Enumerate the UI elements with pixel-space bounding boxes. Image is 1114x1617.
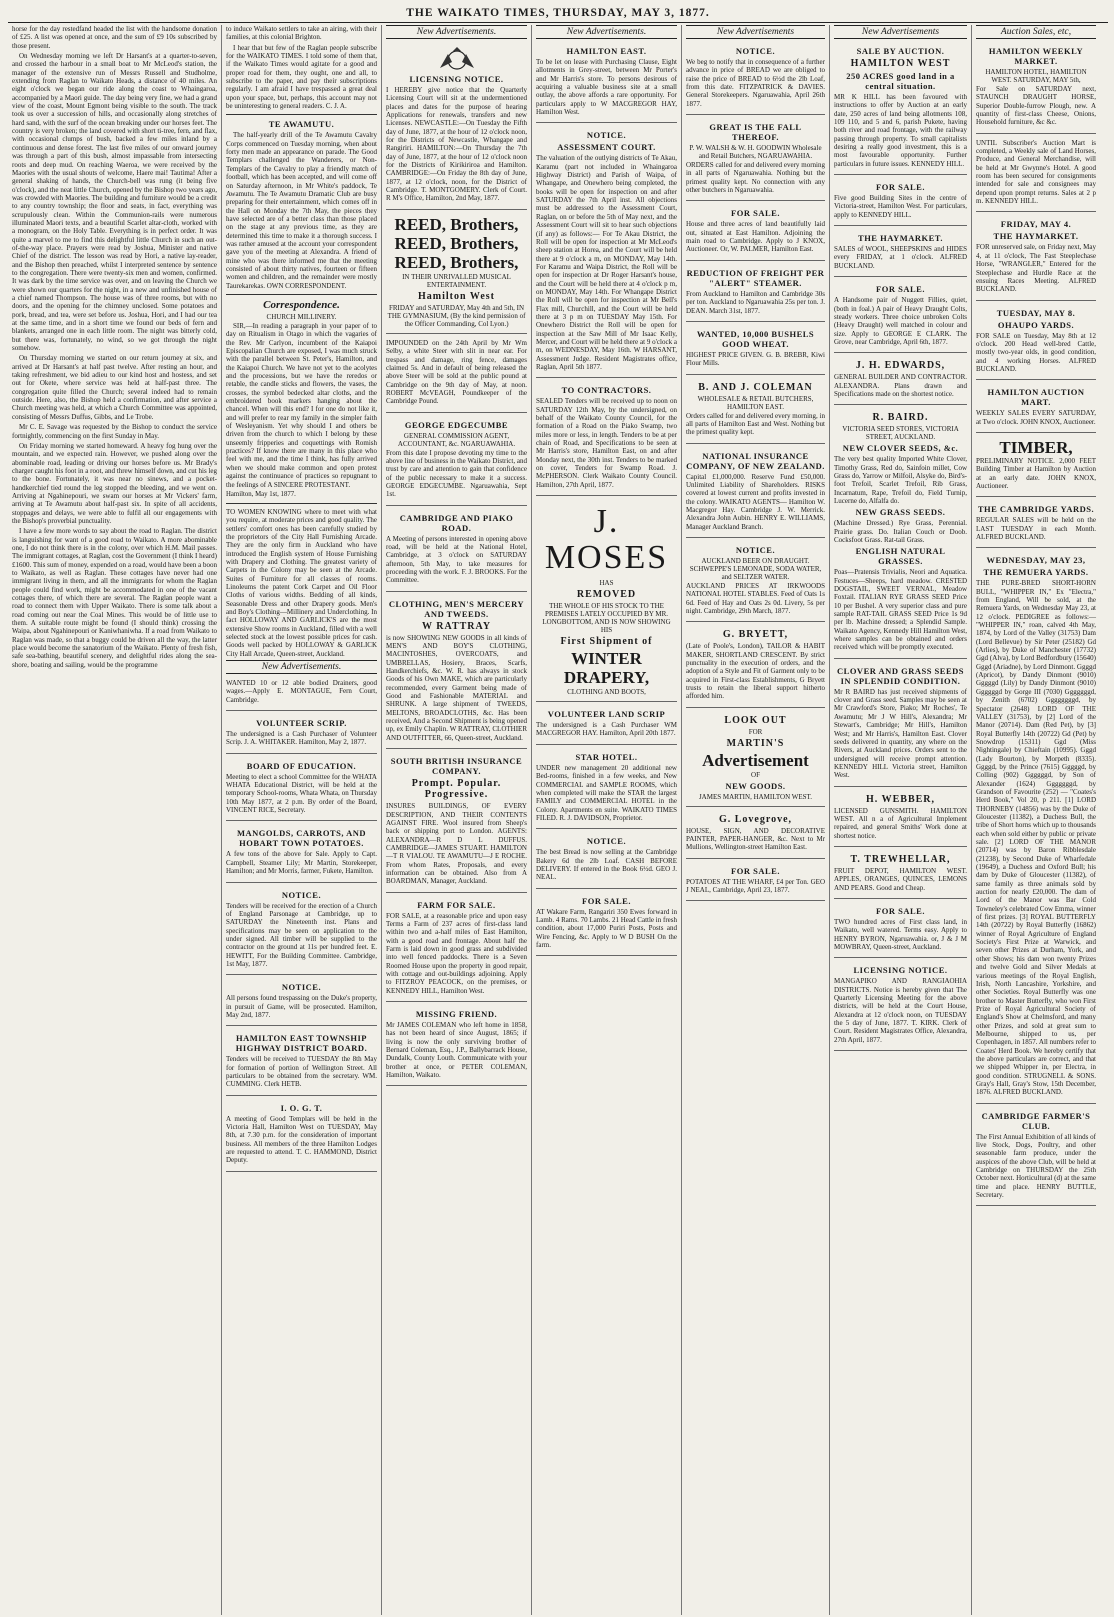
ad-heading: WINTER DRAPERY, [563, 649, 650, 688]
advertisement [536, 499, 677, 702]
advertisement [686, 264, 825, 322]
ad-text: POTATOES AT THE WHARF, £4 per Ton. GEO J NEAL, Cambridge, April 23, 1877. [686, 877, 825, 895]
article-paragraph: The half-yearly drill of the Te Awamutu Cavalry Corps commenced on Tuesday morning, when about forty men made an appearance on parade. The Good Templars challenged the Wanderers, or Non-Templars of the Cavalry to play a friendly match of football, which has been accepted, and will come off on Saturday afternoon, in Mr White's paddock, Te Awamutu. The Te Awamutu Dramatic Club are busy preparing for their entertainment, which comes off in the Hall on Monday the 7th May, the pieces they have selected are of a better class than those placed on the stage at any previous time, as they are determined this time to make it a thorough success. I was rather amused at the account your correspondent gave you of the meeting at Alexandra. A friend of mine who was there informed me that the meeting consisted of about thirty natives, fourteen or fifteen women and children, and the remainder were mostly Taurekarekas. OWN CORRESPONDENT. [226, 131, 377, 290]
ad-text: ORDERS called for and delivered every morning in all parts of Ngaruawahia. Nothing but the primest quality kept. No connection with any other butchers in Ngaruawahia. [686, 161, 825, 195]
section-heading: TE AWAMUTU. [268, 119, 335, 130]
section-heading: Correspondence. [263, 298, 340, 311]
ad-heading: LOOK OUT [724, 714, 787, 726]
advertisement [536, 705, 677, 745]
advertisement: TO WOMEN KNOWING where to meet with what you require, at moderate prices and good quality. The settlers' comfort ones has been carefully studied by the proprietors of the City Hall Furnishing Arcade. They are the only firm in Auckland who have introduced the English system of House Furnishing with Drapery and Clothing. The greatest variety of Carpets in the Colony may be seen at the Arcade. Suites of Furniture for all classes of rooms. Linoleums the patent Cork Carpet and Oil Floor Cloths of various widths. Bedding of all kinds, Seasonable Dress and other Drapery goods. Men's and Boy's Clothing—Millinery and Underclothing. In fact HOLLOWAY AND GARLICK'S are the most extensive Show rooms in Auckland, filled with a well selected stock at the lowest possible prices for cash. Goods well packed by HOLLOWAY & GARLICK City Hall Arcade, Queen-street, Auckland. [226, 507, 377, 658]
column-heading: Auction Sales, etc, [976, 25, 1096, 39]
ad-text: A Handsome pair of Nuggett Fillies, quiet, (both in foal.) A pair of Heavy Draught Colts, steady workers. Three choice unbroken Colts (Heavy Draught) well matched in colour and size. Apply to GEORGE E CLARK. The Grove, near Cambridge, April 6th, 1877. [834, 296, 967, 346]
column-3 [382, 25, 532, 1615]
ad-text: Tenders will be received to TUESDAY the 8th May for formation of portion of Wellington Street. All particulars to be obtained from the secretary. WM. CUMMING. Clerk HETB. [226, 1055, 377, 1089]
ad-text: (Machine Dressed.) Rye Grass, Perennial. Prairie grass. Do. Italian Couch or Doob. Cocksfoot Grass. Rat-tail Grass. [834, 519, 967, 544]
advertisement [834, 178, 967, 226]
ad-text: Meeting to elect a school Committee for the WHATA WHATA Educational District, will be held at the temporary School-rooms, Whata Whata, on Thursday 10th May 1877, at 2 p.m. By order of the Board, VINCENT RICE, Secretary. [226, 772, 377, 815]
ad-text: HIGHEST PRICE GIVEN. G. B. BREBR, Kiwi Flour Mills. [686, 350, 825, 368]
ad-heading: I. O. G. T. [280, 1102, 323, 1113]
ad-text: The First Annual Exhibition of all kinds of live Stock, Dogs, Poultry, and other seasonable farm produce, under the auspices of the above Club, will be held at Cambridge on THURSDAY the 25th October next. Horticultural (d) at the same time and place. HENRY BUTTLE, Secretary. [976, 1132, 1096, 1200]
advertisement [226, 757, 377, 822]
advertisement [686, 810, 825, 859]
ad-heading: TIMBER, [999, 437, 1073, 457]
ad-heading: FOR SALE. [876, 284, 925, 295]
ad-heading: R. BAIRD. [872, 412, 929, 424]
article-paragraph: On Friday morning we started homeward. A heavy fog hung over the mountain, and we expected rain. However, we pushed along over the abominable road, leading or driving our horses before us. Mr Brady's charger caught his foot in a root, and threw himself down, and cut his leg to the bone. Fortunately, it was near no sinews, and a pocket-handkerchief tied round the leg stopped the bleeding, and we went on. Arriving at Ngahinepouri, we swam our horses at Mr Vickers' farm, arriving at Te Awamutu about half-past six. In spite of all accidents, stoppages and delays, we were able to fulfil all our engagements with the Bishop's proverbial punctuality. [12, 441, 217, 525]
ad-heading: CAMBRIDGE AND PIAKO ROAD. [399, 512, 514, 533]
ad-heading: HAMILTON EAST. [566, 46, 647, 56]
advertisement [976, 436, 1096, 497]
ad-heading: VOLUNTEER SCRIP. [256, 718, 347, 729]
ad-text: Mr R BAIRD has just received shipments of clover and Grass seed. Samples may be seen at Mr Crawford's Store, Piako; Mr Roches', Te Awamutu; Mr J W Hill's, Alexandra; Mr Stewart's, Cambridge; Mr Hill's, Hamilton West; and Mr Harris's, Hamilton East. Clover seeds delivered in quantity, any where on the Rivers, at Auckland prices. Orders sent to the undersigned will receive prompt attention. KENNEDY HILL Victoria street, Hamilton West. [834, 687, 967, 780]
ad-heading: J. H. EDWARDS, [855, 360, 946, 372]
ad-heading: NOTICE. [586, 130, 627, 141]
ad-text: Five good Building Sites in the centre of Victoria-street, Hamilton West. For particulars, apply to KENNEDY HILL. [834, 194, 967, 219]
ad-heading: THE REMUERA YARDS. [983, 567, 1089, 578]
advertisement [386, 213, 527, 334]
ad-heading: CLOVER AND GRASS SEEDS IN SPLENDID CONDITION. [837, 665, 964, 686]
advertisement [686, 541, 825, 622]
ad-heading: G. BRYETT, [722, 629, 789, 641]
ad-subheading: 250 ACRES good land in a central situation. [846, 71, 955, 91]
column-heading: New Advertisements [834, 25, 967, 39]
section-heading: New Advertisements. [226, 660, 377, 674]
ad-heading: T. TREWHELLAR, [850, 853, 951, 865]
advertisement [834, 850, 967, 899]
ad-heading: GREAT IS THE FALL THEREOF. [709, 122, 802, 143]
ad-heading: SOUTH BRITISH INSURANCE COMPANY. [390, 756, 523, 777]
advertisement [976, 137, 1096, 213]
ad-heading: FOR SALE. [876, 182, 925, 193]
ad-heading: LICENSING NOTICE. [853, 965, 948, 976]
ad-text: I HEREBY give notice that the Quarterly Licensing Court will sit at the undermentioned places and dates for the purpose of hearing Applications for renewals, transfers and new Licenses. NEWCASTLE:—On Tuesday the Fifth day of June, 1877, at the hour of 12 o'clock noon, for the Districts of Newcastle, Whangape and Rangiriri. HAMILTON:—On Thursday the 7th day of June, 1877, at the hour of 12 o'clock noon for the Districts of Kirikiriroa and Hamilton. CAMBRIDGE:—On Friday the 8th day of June, 1877, at 12 o'clock, noon, for the District of Cambridge. T. MONTGOMERY. Clerk of Court. R M's Office, Hamilton, 2nd May, 1877. [386, 86, 527, 203]
ad-text: (Late of Poole's, London), TAILOR & HABIT MAKER, SHORTLAND CRESCENT. By strict punctuality in the execution of orders, and the adoption of a Style and Fit of Garment only to be acquired in First-class Establishments, G Bryett trusts to retain the liberal support hitherto afforded him. [686, 642, 825, 701]
ad-heading: TO CONTRACTORS. [561, 385, 652, 396]
advertisement [386, 896, 527, 1002]
advertisement [536, 832, 677, 888]
ad-text: FRUIT DEPOT, HAMILTON WEST. APPLES, ORANGES, QUINCES, LEMONS AND PEARS. Good and Cheap. [834, 866, 967, 892]
ad-heading: HAMILTON WEEKLY MARKET. [988, 46, 1084, 66]
column-5 [682, 25, 830, 1615]
column-heading: New Advertisements [686, 25, 825, 39]
advertisement [536, 126, 677, 378]
advertisement [976, 215, 1096, 300]
ad-text: FOR SALE, at a reasonable price and upon easy Terms a Farm of 237 acres of first-class land within two and a-half miles of East Hamilton, with a good road and frontage. About half the Farm is laid down in good grass and subdivided into well fenced paddocks. There is a Seven Roomed House upon the property in good repair, with cottage and out-buildings adjoining. Apply to FITZROY PEACOCK, on the premises, or KENNEDY HILL, Hamilton West. [386, 911, 527, 995]
ad-heading: REDUCTION OF FREIGHT PER "ALERT" STEAMER. [686, 267, 825, 288]
advertisement [226, 1029, 377, 1095]
ad-place: Hamilton West [418, 290, 495, 302]
ad-heading: REED, Brothers, [394, 233, 519, 253]
ad-text: The undersigned is a Cash Purchaser of Volunteer Scrip. J. A. WHITAKER. Hamilton, May 2, 1877. [226, 730, 377, 747]
advertisement [686, 204, 825, 260]
ad-heading: MARTIN'S [726, 737, 785, 749]
article-paragraph: horse for the day restedfand headed the list with the handsome donation of £25. A list was opened at once, and the sum of £9 10s subscribed by those present. [12, 25, 217, 50]
ad-text: AT Wakare Farm, Rangariri 350 Ewes forward in Lamb. 4 Rams. 70 Lambs. 21 Head Cattle in fresh condition, about 17,000 Puriri Posts, Posts and Wire Fencing, &c. Apply to W D BUSH On the farm. [536, 907, 677, 949]
ad-text: PRELIMINARY NOTICE. 2,000 FEET Building Timber at Hamilton by Auction at an early date. JOHN KNOX, Auctioneer. [976, 456, 1096, 490]
ad-heading: HAMILTON EAST TOWNSHIP HIGHWAY DISTRICT BOARD. [235, 1033, 368, 1054]
ad-text: Mr JAMES COLEMAN who left home in 1858, has not been heard of since August, 1865; if living is now the only surviving brother of Bernard Coleman, Esq., J.P., Ballybarrack House, Dundalk, County Louth. Communicate with your brother at once, or PETER COLEMAN, Hamilton, Waikato. [386, 1021, 527, 1080]
ad-heading: B. AND J. COLEMAN [698, 381, 813, 393]
ad-text: MR K HILL has been favoured with instructions to offer by Auction at an early date, 250 acres of land being allotments 108, 109 110, and 5 and 6, parish Pukete, having both river and road frontage, with the railway passing through property. To small capitalists desiring a really good investment, this is a most favourable opportunity. Further particulars in future issues. KENNEDY HILL. [834, 93, 967, 168]
ad-subheading: AUCKLAND BEER ON DRAUGHT. SCHWEPPE'S LEMONADE, SODA WATER, and SELTZER WATER. [689, 556, 822, 581]
column-4 [532, 25, 682, 1615]
ad-text: To be let on lease with Purchasing Clause, Eight allotments in Grey-street, between Mr Porter's and Mr Harris's store. To persons desirous of acquiring a valuable business site at a small outlay, the above affords a rare opportunity. For particulars apply to W MACGREGOR HAY, Hamilton West. [536, 58, 677, 117]
ad-heading: First Shipment of [560, 636, 653, 648]
advertisement [686, 325, 825, 375]
ad-text: GENERAL BUILDER AND CONTRACTOR. ALEXANDRA. Plans drawn and Specifications made on the shortest notice. [834, 373, 967, 398]
column-6 [830, 25, 972, 1615]
ad-text: House and three acres of land beautifully laid out, situated at East Hamilton. Adjoining the main road to Cambridge. Apply to J KNOX, Auctioneer. Or, W. PALMER, Hamilton East. [686, 220, 825, 254]
ad-heading: REED, Brothers, [394, 214, 519, 234]
advertisement [976, 1107, 1096, 1207]
ad-subheading: HAMILTON HOTEL, HAMILTON WEST. SATURDAY, MAY 5th, [985, 68, 1087, 84]
divider [226, 294, 377, 295]
ad-heading: THE CAMBRIDGE YARDS. [977, 504, 1095, 515]
letter-body: SIR,—In reading a paragraph in your paper of to day on Ritualism in Otago in which the vagaries of the Rev. Mr Carlyon, incumbent of the Kaiapoi Episcopalian Church are exposed, I was much struck with the parallel between St. Peter's, Hamilton, and the Kaiapoi Church. We have not yet to the acolytes and the processions, but we have the reredos or retable, the candle sticks and flowers, the vases, the crosses, the symbol bedecked altar cloths, and the embroidered book markers hanging about the chancel. When will this end? I for one do not like it, and will prefer to rear my family in the simpler faith of Wesleyanism. Yet why should I and others be driven from the church to which I belong by these unseemly fripperies and coquettings with Romish practices? If know there are many in this place who feel with me, and the time I think, has fully arrived when we should make common and open protest against the continuance of practices so repugnant to the feelings of A SINCERE PROTESTANT. [226, 321, 377, 489]
ad-text: FOR unreserved sale, on Friday next, May 4, at 11 o'clock, The Fast Steeplechase Horse, "WRANGLER," Entered for the Steeplechase and Hurdle Race at the ensuing Races Meeting. ALFRED BUCKLAND. [976, 243, 1096, 294]
advertisement [976, 551, 1096, 1103]
column-1 [8, 25, 222, 1615]
advertisement [686, 625, 825, 707]
advertisement [386, 595, 527, 749]
ad-heading: ENGLISH NATURAL GRASSES. [855, 546, 946, 567]
ad-heading: REED, Brothers, [394, 252, 519, 272]
ad-text: is now SHOWING NEW GOODS in all kinds of MEN'S AND BOY'S CLOTHING, MACINTOSHES, OVERCOATS, and UMBRELLAS, Hosiery, Braces, Scarfs, Handkerchiefs, &c. W. R. has always in stock Goods of his Own MAKE, which are particularly recommended, every Garment being made of Good and Fashionable MATERIAL and SHRUNK. A large shipment of TWEEDS, MELTONS, BROADCLOTHS, &c. Has been received, And a Second Shipment is being opened up, ex Emily Chaplin. W RATTRAY, CLOTHIER AND OUTFITTER, 66, Queen-street, Auckland. [386, 633, 527, 742]
ad-heading: NOTICE. [281, 889, 322, 900]
ad-heading: TUESDAY, MAY 8. [996, 307, 1076, 318]
ad-text: Capital £1,000,000. Reserve Fund £50,000. Unlimited Liability of Shareholders. RISKS covered at lowest current and profits invested in the colony. WAIKATO AGENTS— Hamilton W. Macgregor Hay. Cambridge J. W. Merrick. Alexandra John Aubin. HENRY E. WILLIAMS, Manager Auckland Branch. [686, 472, 825, 531]
advertisement [976, 42, 1096, 134]
ad-heading: CAMBRIDGE FARMER'S CLUB. [981, 1110, 1091, 1131]
ad-heading: HAMILTON WEST [850, 58, 951, 69]
ad-text: UNTIL Subscriber's Auction Mart is completed, a Weekly sale of Land Horses, Produce, and General Merchandise, will be held at Mr Gwynne's Hotel. A good room has been secured for consignments intended for sale and consignees may depend upon prompt returns. Sales at 2 p m. KENNEDY HILL. [976, 138, 1096, 206]
advertisement [686, 42, 825, 115]
ad-text: From Auckland to Hamilton and Cambridge 30s per ton. Auckland to Ngaruawahia 25s per ton. J. DEAN. March 31st, 1877. [686, 289, 825, 315]
ad-text: The best Bread is now selling at the Cambridge Bakery 6d the 2lb Loaf. CASH BEFORE DELIVERY. If entered in the Book 6½d. GEO J. NEAL. [536, 848, 677, 882]
ad-heading: FOR SALE. [876, 905, 925, 916]
article-paragraph: On Wednesday morning we left Dr Harsant's at a quarter-to-seven, and crossed the harbour in a small boat to Mr McLeod's station, the manager of the extensive run of Messrs Russell and Studholme, extending from Raglan to Waikato Heads, a distance of 40 miles. An eight o'clock we began our ride along the coast to Whaingaroa, accompanied by a Maori guide. The day being very fine, we had a grand view of the coast, Mount Egmont being visible to the south. The track took us over a succession of hills, and occasionally along stretches of hard sand, with the surf of the ocean breaking under our horses feet. The country is very broken; the land covered with short ti-tree, fern, and flax, with occasional clumps of bush, backed a few miles inland by a continuous and dense forest. The last five miles of our onward journey was through a part of this bush, almost impassable from intersecting roots and deep mud. On reaching Waeroa, we were received by the Maories with the usual shouts of welcome, Haere mai! Tautima! After a general shaking of hands, the Church-bell was rung (it being five o'clock), and the neat little Church, opened by the Bishop two years ago, was crowded with Maories. The building and furniture would be a credit to any country township; the floor and seats, in fact, everything was scrupulously clean. Within the Communion-rails were numerous illuminated Maori texts, and a beautiful Scarlet altar-cloth, worked with a monogram, on the Holy Table. Everything is in perfect order. It was quite a marvel to me to find this delightful little Church in such an out-of-the-way place. Prayers were read by Joshua, Minister and native Chief of the district. The lesson was read by Hori, a native lay-reader, and the Bishop then preached, whilst I interpreted sentence by sentence to the congregation. There were twenty-six men and women, confirmed. It was dark by the time service was over, and on leaving the Church we were shown our quarters for the night, in a new and unfinished house of a chief named Thompson. The house was of three rooms, but with no doors, and the opening for the chimney unclosed. Some potatoes and pork, bread, and tea, were set before us. Joshua, Hori, and I had our tea at the same time, and in a short time we found our beds of fern and blankets, arranged one in each little room. The night was bitterly cold, but there was, fortunately, no wind, so we got through the night somehow. [12, 52, 217, 353]
ad-text: MANGAPIKO AND RANGIAOHIA DISTRICTS. Notice is hereby given that The Quarterly Licensing Meeting for the above districts, will be held at the Court House, Alexandra at 12 o'clock noon, on TUESDAY the 5 day of June, 1877. T. KIRK. Clerk of Court. Resident Magistrates Office, Alexandra, 27th April, 1877. [834, 977, 967, 1044]
ad-heading: NOTICE. [281, 982, 322, 993]
advertisement [386, 509, 527, 592]
ad-heading: J. MOSES [544, 503, 669, 577]
ad-text: The undersigned is a Cash Purchaser WM MACGREGOR HAY. Hamilton, April 20th 1877. [536, 721, 677, 738]
advertisement [536, 748, 677, 829]
ad-heading: NOTICE. [735, 544, 776, 555]
advertisement [686, 447, 825, 538]
advertisement [226, 677, 377, 711]
advertisement [386, 42, 527, 210]
ad-heading: MANGOLDS, CARROTS, AND HOBART TOWN POTATOES. [236, 828, 367, 849]
ad-heading: CLOTHING, MEN'S MERCERY AND TWEEDS. [388, 598, 525, 619]
divider [226, 503, 377, 504]
ad-text: SALES of WOOL, SHEEPSKINS and HIDES every FRIDAY, at 1 o'clock. ALFRED BUCKLAND. [834, 245, 967, 270]
ad-text: For Sale on SATURDAY next, STAUNCH DRAUGHT HORSE, Superior Double-furrow Plough, new. A quantity of first-class Cheese, Onions, Household furniture, &c &c. [976, 85, 1096, 127]
ad-text: WANTED 10 or 12 able bodied Drainers, good wages.—Apply E. MONTAGUE, Fern Court, Cambridge. [226, 679, 377, 704]
advertisement [976, 304, 1096, 381]
ad-subheading: WHOLESALE & RETAIL BUTCHERS, HAMILTON EAST. [697, 394, 814, 411]
ad-text: SEALED Tenders will be received up to noon on SATURDAY 12th May, by the undersigned, on behalf of the Waikato County Council, for the formation of a Road on the Piako Swamp, two miles more or less, in length. Tenders to be at per chain of Road, and Specifications to be seen at Mr Harris's store, Hamilton East, on and after Monday next, the 30th inst. Tenders to be marked on cover, Tenders for Swamp Road. J. McPHERSON. Clerk Waikato County Council. Hamilton, 27th April, 1877. [536, 397, 677, 489]
advertisement [386, 1005, 527, 1086]
ad-heading: NEW GRASS SEEDS. [855, 507, 946, 518]
ad-heading: HAMILTON AUCTION MART. [987, 387, 1085, 408]
ad-heading: FOR SALE. [731, 865, 780, 876]
advertisement [834, 42, 967, 175]
ad-text: UNDER new management 20 additional new Bed-rooms, finished in a few weeks, and New COMMERCIAL and SAMPLE ROOMS, which when completed will make the STAR the largest FAMILY and COMMERCIAL HOTEL in the Colony. Apartments en suite. WAIKATO TIMES FILED. R. J. DAVIDSON, Proprietor. [536, 763, 677, 822]
ad-text: HOUSE, SIGN, AND DECORATIVE PAINTER, PAPER-HANGER, &c. Next to Mr Mullions, Wellington-street Hamilton East. [686, 826, 825, 852]
ad-text: FOR SALE on Tuesday, May 8th at 12 o'clock. 200 Head well-bred Cattle, mostly two-year olds, in good condition, and 4 working Horses. ALFRED BUCKLAND. [976, 331, 1096, 373]
advertisement [686, 378, 825, 444]
ad-heading: FOR SALE. [582, 895, 631, 906]
advertisement [386, 752, 527, 892]
ad-tagline: Prompt. Popular. Progressive. [411, 778, 502, 801]
ad-text: FOR [748, 727, 763, 736]
advertisement [226, 824, 377, 882]
ad-heading: BOARD OF EDUCATION. [246, 760, 357, 771]
article-paragraph: Mr C. E. Savage was requested by the Bishop to conduct the service fortnightly, commencing on the first Sunday in May. [12, 423, 217, 440]
royal-crest-icon [386, 46, 527, 72]
advertisement [386, 416, 527, 506]
ad-text: TWO hundred acres of First class land, in Waikato, well watered. Terms easy. Apply to HENRY BYRON, Ngaruawahia. or, J & J M MOWBRAY, Queen-street, Auckland. [834, 917, 967, 951]
dateline: Hamilton, May 1st, 1877. [226, 490, 296, 498]
advertisement [686, 118, 825, 201]
ad-text: A few tons of the above for Sale. Apply to Capt. Campbell, Steamer Lily; Mr Martin, Storekeeper, Hamilton; and Mr Morris, farmer, Fukete, Hamilton. [226, 850, 377, 876]
ad-heading: NATIONAL INSURANCE COMPANY, OF NEW ZEALAND. [686, 450, 825, 471]
ad-subheading: IN THEIR UNRIVALLED MUSICAL ENTERTAINMENT. [402, 272, 511, 289]
ad-heading: OHAUPO YARDS. [997, 319, 1075, 330]
ad-heading: NOTICE. [586, 836, 627, 847]
ad-subheading: P. W. WALSH & W. H. GOODWIN Wholesale and Retail Butchers, NGARUAWAHIA. [689, 144, 822, 161]
ad-text: LICENSED GUNSMITH. HAMILTON WEST. All n a of Agricultural Implement repaired, and general Smiths' Work done at shortest notice. [834, 806, 967, 840]
ad-text: OF [751, 770, 760, 779]
ad-text: The valuation of the outlying districts of Te Akau, Karamu (part not included in Whaingaroa Highway District) and Parish of Waipa, of Whangape, and Onewhero being completed, the books will be open for inspection on and after SATURDAY the 7th April inst. All objections must be addressed to the Assessment Court, Raglan, on or before the 5th of May next, and the Assessment Court will sit to hear such objections (if any) as follows:— For Te Akau District, the Roll will be open for inspection at Mr McLeod's sheep station at Horea, and the Court will be held there at 9 o'clock a m, on MONDAY, May 14th. For Karamu and Waipa District, the Roll will be open for inspection at Dr Roger Harsant's house, and the Court will be held there at 4 o'clock p m, on MONDAY, May 14th. For Whangape District the Roll will be open for inspection at Mr Bell's Flax mill, Churchill, and the Court will be held there at 3 p m on TUESDAY May 15th. For Onewhero District the Roll will be open for inspection at the Saw Mill of Mr Isaac Kelly, Mercer, and Court will be held there at 9 o'clock a m, on WEDNESDAY, May 16th. W HARSANT, Assessment Judge. Resident Magistrates office, Raglan, April 5th 1877. [536, 154, 677, 371]
ad-heading: FARM FOR SALE. [417, 899, 496, 910]
article-paragraph: to induce Waikato settlers to take an airing, with their families, at this colonial Brighton. [226, 25, 377, 42]
advertisement [686, 711, 825, 807]
advertisement [976, 383, 1096, 433]
article-paragraph: I have a few more words to say about the road to Raglan. The district is languishing for want of a good road to Waikato. A more abominable one, I do not think there is in the colony, over which H.M. Mail passes. The immigrant cottages, at Raglan, cost the Government (I think I heard) £1600. This sum of money, expended on a road, would have been a boon to Waikato, as well as Raglan. These cottages have never had one immigrant living in them, and all the immigrants for whom the Raglan people could find work, might be accommodated in one of the vacant cottages there, of which there are several. The Raglan people want a road to connect them with Upper Waikato. There is some talk about a road coming out near the Coal Mines. This would be of little use to them. A suitable route might be found (I should think) crossing the Waipa, about Ngahinepouri or Kaniwhaniwha. If a road from Waikato to Raglan was made, so that a buggy could be driven all the way, the latter place would become the sanatorium of the Waikato. Plenty of fresh fish, safe sea-bathing, beautiful scenery, and delightful rides along the sea-shore, boating and sailing, would be the programme [12, 527, 217, 669]
ad-subheading: VICTORIA SEED STORES, VICTORIA STREET, AUCKLAND. [842, 425, 959, 442]
ad-heading: NEW CLOVER SEEDS, &c. [842, 443, 959, 454]
ad-heading: VOLUNTEER LAND SCRIP [547, 709, 666, 720]
article-paragraph: On Thursday morning we started on our return journey at six, and arrived at Dr Harsant's at half past twelve. After resting an hour, and taking refreshment, we bid adieu to our kind host and hostess, and set out for Okete, where service was held at half-past three. The congregation quite filled the Church; several indeed had to remain outside. Here, also, the Bishop held a confirmation, and after service a Church meeting was held, at which a Church Committee was appointed, consisting of Messrs Duffus, Gibbs, and Le Trobe. [12, 354, 217, 421]
column-heading: New Advertisements. [536, 25, 677, 39]
advertisement [536, 381, 677, 496]
advertisement [834, 356, 967, 405]
advertisement [386, 337, 527, 413]
advertisement [834, 229, 967, 277]
article-paragraph: I hear that but few of the Raglan people subscribe for the WAIKATO TIMES. I told some of them that, if the Waikato Times would agitate for a good and proper road for them, they ought, one and all, to subscribe to the paper, and pay their subscriptions regularly. I am afraid I have trespassed a great deal upon your space, but, perhaps, this account may not be uninteresting to general readers. C. J. A. [226, 43, 377, 111]
advertisement [834, 790, 967, 847]
ad-text: From this date I propose devoting my time to the above line of business in the Waikato District, and trust by care and attention to gain that confidence of the public necessary to make it a success. GEORGE EDGECUMBE. Ngaruawahia, Sept 1st. [386, 448, 527, 499]
ad-heading: REMOVED [576, 589, 637, 601]
ad-heading: LICENSING NOTICE. [409, 74, 504, 84]
advertisement [226, 1099, 377, 1172]
ad-text: We beg to notify that in consequence of a further advance in price of BREAD we are obliged to raise the price of BREAD to 6½d the 2lb Loaf, from this date. FITZPATRICK & DAVIES. General Storekeepers. Ngaruawahia, April 26th 1877. [686, 58, 825, 108]
divider [226, 114, 377, 115]
advertisement [226, 886, 377, 976]
advertisement [536, 892, 677, 957]
masthead: THE WAIKATO TIMES, THURSDAY, MAY 3, 1877. [8, 4, 1108, 23]
column-heading: New Advertisements. [386, 25, 527, 39]
ad-heading: THE HAYMARKET. [993, 231, 1079, 242]
columns [8, 25, 1108, 1615]
ad-text: CLOTHING AND BOOTS, [567, 688, 646, 697]
ad-text: A Meeting of persons interested in opening above road, will be held at the National Hotel, Cambridge, at 3 o'clock on SATURDAY afternoon, 5th May, to take measures for proceeding with the work. F. J. BROOKS. For the Committee. [386, 534, 527, 585]
ad-heading: MISSING FRIEND. [415, 1009, 498, 1020]
ad-subheading: ASSESSMENT COURT. [557, 142, 656, 153]
ad-heading: GEORGE EDGECUMBE [404, 419, 509, 430]
ad-heading: THE HAYMARKET. [858, 233, 943, 244]
ad-heading: NOTICE. [735, 46, 776, 56]
ad-text: IMPOUNDED on the 24th April by Mr Wm Selby, a white Steer with slit in near ear. For trespass and damage, ring fence, damages claimed 5s. And in default of being released the above Steer will be sold at the public pound at Cambridge on the 9th day of May, at noon. ROBERT McVEAGH, Poundkeeper of the Cambridge Pound. [386, 338, 527, 406]
ad-heading: Advertisement [702, 750, 809, 770]
subheading: CHURCH MILLINERY. [266, 312, 337, 321]
ad-text: THE PURE-BRED SHORT-HORN BULL, "WHIPPER IN," Ex "Electra," from England, Will be sold, at the Remuera Yards, on Wednesday May 23, at 12 o'clock. PEDIGREE as follows:— "WHIPPER IN," roan, calved 4th May, 1874, by Lord of the Valley (31753) Dam (Lord Bellevue) by Sir Peter (25182) Gd (Arlies), by Duke of Manchester (17732) Ggd (Alva), by Lord Bedfordbury (15640) Gggd (Ariadne), by Lord Dinmont. Ggggd (Apricot), by Dandy Dinmont (9010) Gggggd (Lily) by Dandy Dinmont (9010) Ggggggd by Gorge III (7030) Gggggggd, by Zenith (6702) Ggggggggd, by Spectator (2648) LORD OF THE VALLEY (31753), by [2] Lord of the Manor (20714). Dam (Red Pet), by [3] Royal Butterfly 14th (20722) Gd (Pet) by Snowdrop (15311) Ggd (Miss Nightingale) by Chieftain (10995). Gggd (Lady Bourton), by Morpeth (8335). Ggggd, by the Prince (7615) Gggggd, by Colling (902) Ggggggd, by Son of Alexander (1624) Gggggggd, by Grandson of Favourite (252) — "Coates's Herd Book," Vol 20, p 211. [1] LORD THORNEBY (14856) was by the Duke of Gloucester (11382), a Duchess Bull, the tribe of Short horns which up to thousands each when sold either by public or private sale. [2] LORD OF THE MANOR (20714) was by Baron Ribblesdale (21238), by Second Duke of Wharfedale (19649), a Duchess and Oxford Bull; his dam by Duke of Gloucester (11382), of same family as three animals sold by auction for nearly £20,000. The dam of Lord of the Manor was Bar Cold Towneley's celebrated Cow Emma, winner of first prizes. [3] ROYAL BUTTERFLY 14th (20722) by Royal Butterfly (16862) winner of Royal Agriculture of England Society's First Prize at Warwick, and seven other Prizes at Durham, York, and other Shows; his dam won twenty Prizes and twelve Gold and Silver Medals at various meetings of the Royal English, Irish, North Lancashire, Yorkshire, and other Societies. Royal Butterfly was one brother to Master Butterfly, who won First Prize of Royal Agricultural Society of England's Show at Chelmsford, and many other Prizes, and sold at great sum to Melbourne, shipped to us, per Copenhagen, in 1857. All numbers refer to Coates' Herd Book. We hereby certify that the above particulars are correct, and that we shipped Whipper in, per Electra, in good condition. STRUGNELL & SONS. Gray's Hall, Gray's Stow, 15th December, 1876. ALFRED BUCKLAND. [976, 579, 1096, 1097]
column-2 [222, 25, 382, 1615]
ad-text: Poas—Pratensis Trivialis, Neori and Aquatica. Festuces—Sheeps, hard meadow. CRESTED DOGSTAIL, SWEET VERNAL, Meadow Foxtail. ITALIAN RYE GRASS SEED Price 10 per Bushel. A very superior class and pure sample RAT-TAIL GRASS SEED Price 1s 9d per lb. Machine dressed; a Splendid Sample. Waikato Agency, Kennedy Hill Hamilton West, where samples can be obtained and orders received which will be promptly executed. [834, 568, 967, 652]
ad-text: Tenders will be received for the erection of a Church of England Parsonage at Cambridge, up to SATURDAY the Nineteenth inst. Plans and specifications may be seen on application to the under signed. All timber will be supplied to the contractor on the ground at 11s per hundred feet. E. HEWITT, For the Building Committee. Cambridge, 1st May, 1877. [226, 901, 377, 968]
ad-heading: G. Lovegrove, [718, 813, 793, 825]
ad-text: REGULAR SALES will be held on the LAST TUESDAY in each Month. ALFRED BUCKLAND. [976, 516, 1096, 541]
ad-text: AUCKLAND PRICES AT IRKWOODS NATIONAL HOTEL STABLES. Feed of Oats 1s 6d. Feed of Hay and Oats 2s 0d. Livery, 5s per night. Cambridge, 29th March, 1877. [686, 581, 825, 615]
ad-text: HAS [599, 579, 614, 588]
column-7 [972, 25, 1100, 1615]
advertisement [834, 408, 967, 659]
advertisement [834, 280, 967, 353]
ad-heading: H. WEBBER, [866, 793, 935, 805]
advertisement [834, 902, 967, 958]
ad-text: A meeting of Good Templars will be held in the Victoria Hall, Hamilton West on TUESDAY, May 8th, at 7.30 p.m. for the consideration of important business. All members of the three Hamilton Lodges are requested to attend. T. C. HAMMOND, District Deputy. [226, 1114, 377, 1165]
ad-text: JAMES MARTIN, HAMILTON WEST. [698, 792, 813, 801]
ad-text: All persons found trespassing on the Duke's property, in pursuit of Game, will be prosecuted. Hamilton, May 2nd, 1877. [226, 994, 377, 1019]
advertisement [226, 978, 377, 1026]
ad-heading: SALE BY AUCTION. [856, 46, 945, 56]
ad-heading: FRIDAY, MAY 4. [1000, 219, 1072, 230]
ad-text: WEEKLY SALES EVERY SATURDAY, at Two o'clock. JOHN KNOX, Auctioneer. [976, 409, 1096, 426]
ad-heading: STAR HOTEL. [575, 751, 638, 762]
advertisement [976, 500, 1096, 548]
ad-text: Orders called for and delivered every morning, in all parts of Hamilton East and West. Nothing but the primest quality kept. [686, 411, 825, 437]
ad-text: FRIDAY and SATURDAY, May 4th and 5th, IN THE GYMNASIUM, (By the kind permission of the Officer Commanding, Col Lyon.) [387, 303, 526, 328]
ad-text: The very best quality Imported White Clover, Timothy Grass, Red do, Sainfoin millet, Cow Grass do, Yarrow or Milfoil, Alsyke do, Bird's-foot Trefoil, Scarlet Trefoil, Rib Grass, Incarnatum, Rape, Trefoil do, Field Turnip, Lucerne do, Alfalfa do. [834, 455, 967, 505]
ad-heading: WEDNESDAY, MAY 23, [986, 555, 1086, 566]
ad-heading: NEW GOODS. [725, 780, 786, 791]
ad-subheading: GENERAL COMMISSION AGENT, ACCOUNTANT, &c. NGARUAWAHIA. [397, 431, 516, 448]
ad-text: THE WHOLE OF HIS STOCK TO THE PREMISES LATELY OCCUPIED BY MR. LONGBOTTOM, AND IS NOW SHOWING HIS [542, 602, 671, 635]
advertisement [834, 961, 967, 1051]
advertisement [834, 662, 967, 787]
ad-text: INSURES BUILDINGS, OF EVERY DESCRIPTION, AND THEIR CONTENTS AGAINST FIRE. Wool insured from Sheep's back or shipping port to London. AGENTS: ALEXANDRA—R D L DUFFUS. CAMBRIDGE—JAMES STUART. HAMILTON—T R VIALOU. TE AWAMUTU—J E ROCHE. From whom Rates, Proposals, and every information can be obtained. Also from A BOARDMAN, Manager, Auckland. [386, 802, 527, 886]
ad-heading: WANTED, 10,000 BUSHELS GOOD WHEAT. [696, 328, 815, 349]
advertisement [226, 714, 377, 754]
advertisement [536, 42, 677, 123]
advertisement [686, 862, 825, 902]
ad-name: W RATTRAY [421, 620, 492, 632]
ad-heading: FOR SALE. [731, 208, 780, 219]
